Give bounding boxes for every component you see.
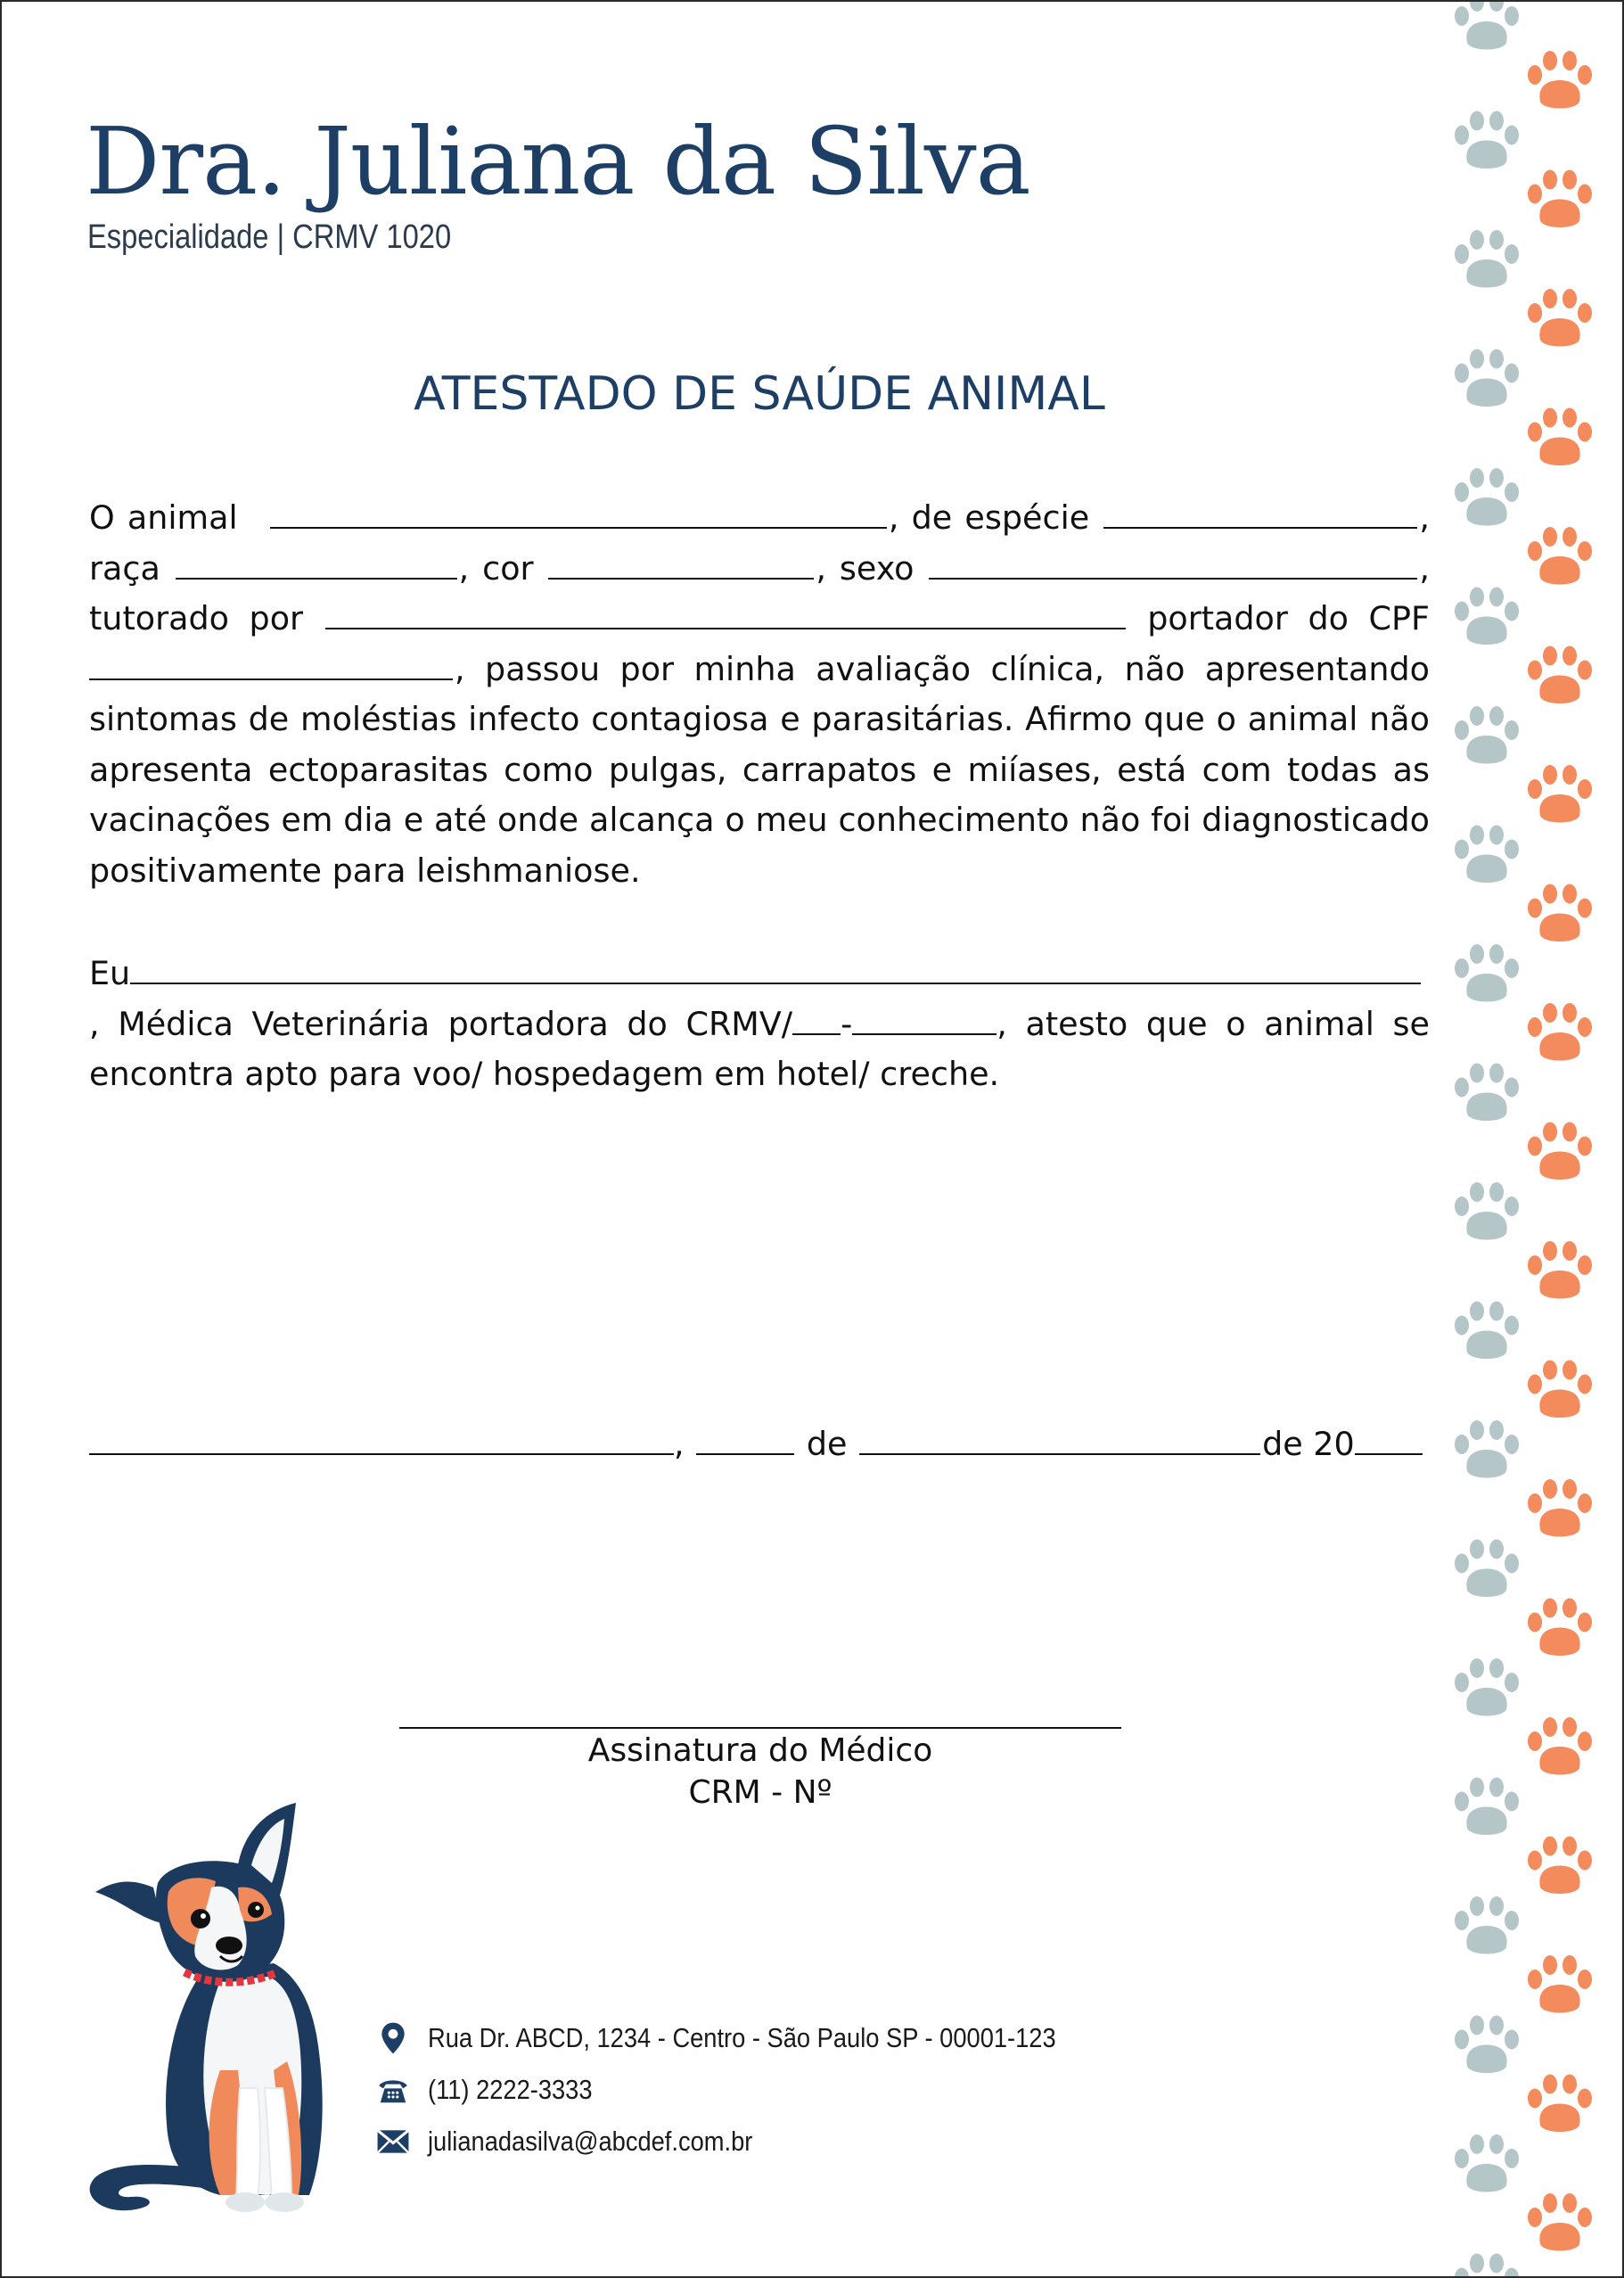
paw-print-icon xyxy=(1455,2016,1519,2074)
year-field[interactable] xyxy=(1355,1419,1423,1455)
paw-print-icon xyxy=(1455,826,1519,884)
species-field[interactable] xyxy=(1103,493,1417,529)
paw-print-icon xyxy=(1455,706,1519,764)
paw-print-icon xyxy=(1455,2134,1519,2192)
paw-print-icon xyxy=(1528,1003,1592,1061)
crmv-state-field[interactable] xyxy=(792,999,841,1035)
veterinarian-name-field[interactable] xyxy=(130,949,1421,984)
phone-text[interactable]: (11) 2222-3333 xyxy=(428,2074,593,2105)
breed-field[interactable] xyxy=(176,544,457,580)
paw-print-icon xyxy=(1455,1540,1519,1598)
doctor-specialty: Especialidade | CRMV 1020 xyxy=(87,218,452,256)
paw-print-icon xyxy=(1455,944,1519,1002)
paw-print-icon xyxy=(1528,408,1592,466)
text-dash: - xyxy=(841,1004,853,1043)
text-de: de xyxy=(806,1425,848,1463)
crm-label: CRM - Nº xyxy=(688,1774,833,1811)
paw-print-icon xyxy=(1455,230,1519,288)
text-sex-label: , sexo xyxy=(816,548,915,588)
text-color-label: , cor xyxy=(458,548,534,588)
contact-phone xyxy=(376,2073,615,2107)
paw-print-icon xyxy=(1528,1955,1592,2013)
month-field[interactable] xyxy=(859,1419,1260,1455)
paw-print-icon xyxy=(1455,588,1519,646)
text-comma: , xyxy=(1419,498,1430,537)
paw-print-icon xyxy=(1455,1302,1519,1360)
text-comma: , xyxy=(89,1004,100,1043)
tutor-field[interactable] xyxy=(325,594,1126,629)
text-eu-label: Eu xyxy=(89,954,131,992)
paw-print-icon xyxy=(1455,1420,1519,1478)
veterinarian-statement xyxy=(89,949,1430,1100)
paw-print-icon xyxy=(1528,1123,1592,1180)
paw-print-icon xyxy=(1528,1241,1592,1299)
text-year-prefix: de 20 xyxy=(1262,1425,1355,1463)
day-field[interactable] xyxy=(696,1419,794,1455)
paw-print-icon xyxy=(1528,765,1592,823)
contact-address xyxy=(376,2021,1142,2055)
address-text: Rua Dr. ABCD, 1234 - Centro - São Paulo SP - 00001-123 xyxy=(428,2022,1056,2053)
certificate-body xyxy=(89,493,1430,896)
doctor-name: Dra. Juliana da Silva xyxy=(86,107,1030,216)
text-clinical-statement: , passou por minha avaliação clínica, não apresentando sintomas de moléstias infecto contagiosa e parasitárias. Afirmo que o animal não apresenta ectoparasitas como pulgas, carrapatos e miíases, está com todas as vacinações em dia e até onde alcança o meu conhecimento não foi diagnosticado positivamente para leishmaniose. xyxy=(89,649,1430,890)
text-crmv-label: Médica Veterinária portadora do CRMV/ xyxy=(118,1004,793,1043)
paw-print-icon xyxy=(1528,1717,1592,1775)
paw-print-icon xyxy=(1455,1658,1519,1716)
paw-print-icon xyxy=(1528,51,1592,109)
paw-print-icon xyxy=(1528,2075,1592,2133)
signature-line[interactable] xyxy=(399,1727,1121,1729)
envelope-icon xyxy=(376,2125,410,2159)
color-field[interactable] xyxy=(548,544,814,580)
paw-print-icon xyxy=(1528,1837,1592,1895)
paw-print-icon xyxy=(1455,111,1519,169)
paw-print-icon xyxy=(1528,289,1592,347)
paw-print-icon xyxy=(1455,1064,1519,1122)
paw-print-icon xyxy=(1455,350,1519,407)
text-species-label: , de espécie xyxy=(888,498,1090,537)
text-cpf-label: portador do CPF xyxy=(1147,599,1431,637)
animal-name-field[interactable] xyxy=(270,493,887,529)
paw-print-icon xyxy=(1455,2,1519,50)
email-text[interactable]: julianadasilva@abcdef.com.br xyxy=(428,2126,753,2157)
document-title: ATESTADO DE SAÚDE ANIMAL xyxy=(414,367,1105,421)
paw-print-icon xyxy=(1455,1182,1519,1240)
text-comma: , xyxy=(674,1425,685,1463)
paw-print-icon xyxy=(1528,170,1592,228)
text-comma: , xyxy=(1419,548,1430,588)
telephone-icon xyxy=(376,2073,410,2107)
paw-print-icon xyxy=(1455,2254,1519,2277)
paw-print-icon xyxy=(1528,527,1592,585)
paw-print-icon xyxy=(1528,1599,1592,1657)
city-field[interactable] xyxy=(89,1419,674,1455)
text-tutor-label: tutorado por xyxy=(89,599,304,637)
paw-print-icon xyxy=(1528,646,1592,704)
contact-email xyxy=(376,2125,797,2159)
location-pin-icon xyxy=(376,2021,410,2055)
paw-print-border xyxy=(1446,2,1622,2276)
dog-illustration xyxy=(86,1803,345,2217)
paw-print-icon xyxy=(1455,1896,1519,1954)
paw-print-icon xyxy=(1528,2193,1592,2251)
crmv-number-field[interactable] xyxy=(852,999,997,1035)
paw-print-icon xyxy=(1528,884,1592,942)
signature-label: Assinatura do Médico xyxy=(587,1732,933,1769)
paw-print-icon xyxy=(1455,468,1519,526)
date-line xyxy=(89,1419,1426,1469)
paw-print-icon xyxy=(1528,1361,1592,1419)
text-animal-label: O animal xyxy=(89,498,238,537)
paw-print-icon xyxy=(1455,1778,1519,1836)
paw-print-icon xyxy=(1528,1479,1592,1537)
text-fitness-statement: , atesto que o animal se encontra apto para voo/ hospedagem em hotel/ creche. xyxy=(89,1004,1430,1093)
signature-block xyxy=(399,1730,1121,1813)
sex-field[interactable] xyxy=(929,544,1417,580)
cpf-field[interactable] xyxy=(89,645,453,680)
text-breed-label: raça xyxy=(89,548,160,588)
